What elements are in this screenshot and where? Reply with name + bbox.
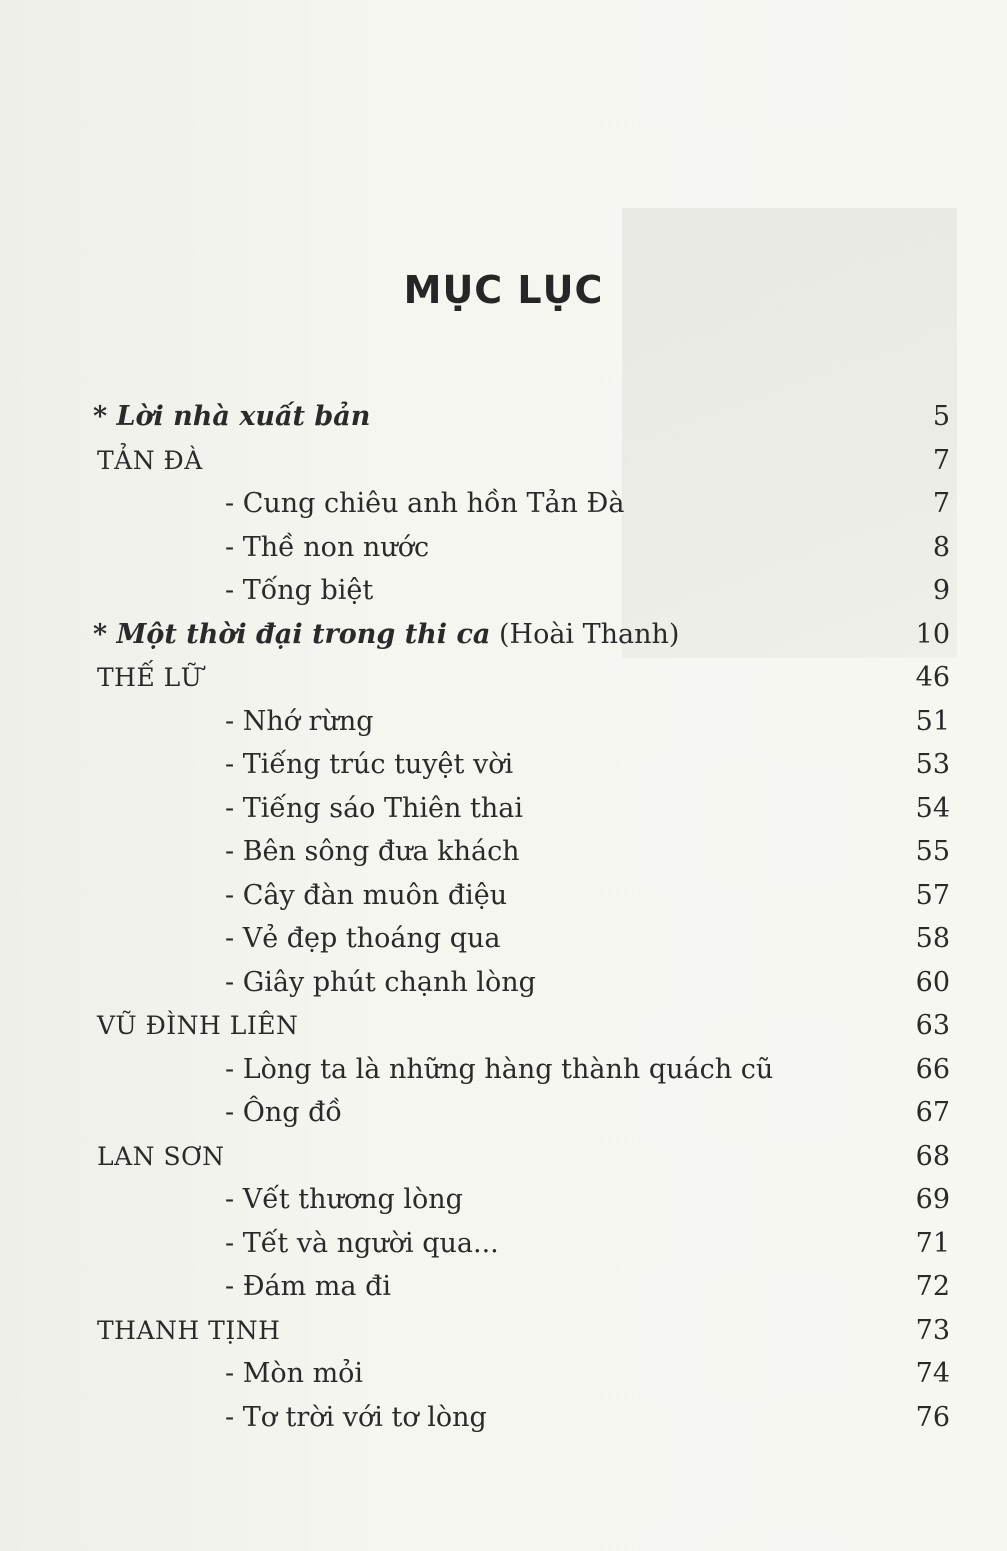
toc-entry-label: - Đám ma đi bbox=[225, 1271, 391, 1302]
toc-entry-page-number: 66 bbox=[915, 1053, 950, 1085]
toc-entry-page-number: 10 bbox=[915, 618, 950, 650]
toc-entry bbox=[0, 658, 1007, 698]
toc-entry-label: - Vết thương lòng bbox=[225, 1184, 463, 1215]
toc-entry-page-number: 63 bbox=[915, 1010, 950, 1041]
toc-entry-page-number: 69 bbox=[915, 1184, 950, 1215]
toc-entry bbox=[0, 441, 1007, 481]
toc-entry-page-number: 58 bbox=[915, 923, 950, 954]
toc-entry-page-number: 71 bbox=[915, 1227, 950, 1259]
toc-entry bbox=[0, 484, 1007, 524]
toc-entry-page-number: 9 bbox=[932, 575, 950, 606]
toc-entry-label: - Bên sông đưa khách bbox=[225, 836, 520, 867]
toc-entry bbox=[0, 963, 1007, 1003]
toc-entry-label: - Lòng ta là những hàng thành quách cũ bbox=[225, 1053, 774, 1085]
toc-entry-label: - Tiếng trúc tuyệt vời bbox=[225, 749, 514, 780]
toc-entry-label: - Cây đàn muôn điệu bbox=[225, 879, 508, 911]
toc-entry-label: - Mòn mỏi bbox=[225, 1358, 364, 1389]
toc-entry bbox=[0, 789, 1007, 829]
toc-entry bbox=[0, 1137, 1007, 1177]
toc-entry-label: - Tơ trời với tơ lòng bbox=[225, 1401, 487, 1433]
toc-entry bbox=[0, 1398, 1007, 1438]
toc-entry-label: THẾ LỮ bbox=[97, 663, 203, 692]
toc-entry-label: THANH TỊNH bbox=[97, 1315, 281, 1345]
toc-entry bbox=[0, 1180, 1007, 1220]
toc-entry-page-number: 5 bbox=[932, 401, 950, 432]
toc-entry-label: - Ông đồ bbox=[225, 1097, 342, 1128]
toc-entry-label: LAN SƠN bbox=[97, 1141, 225, 1171]
toc-entry-title-emphasis: * Một thời đại trong thi ca bbox=[93, 618, 491, 650]
toc-entry-page-number: 51 bbox=[915, 705, 950, 737]
toc-entry-label: - Thề non nước bbox=[225, 531, 430, 563]
toc-entry-label: - Tết và người qua... bbox=[225, 1227, 499, 1259]
toc-entry-label: TẢN ĐÀ bbox=[97, 445, 203, 475]
toc-entry-page-number: 74 bbox=[915, 1358, 950, 1389]
toc-entry bbox=[0, 1224, 1007, 1264]
toc-entry-label: - Tiếng sáo Thiên thai bbox=[225, 792, 523, 824]
toc-entry bbox=[0, 528, 1007, 568]
toc-entry-page-number: 7 bbox=[932, 488, 950, 519]
page-title: MỤC LỤC bbox=[403, 268, 604, 312]
toc-entry-label: VŨ ĐÌNH LIÊN bbox=[97, 1011, 299, 1040]
toc-entry bbox=[0, 1093, 1007, 1133]
toc-entry-page-number: 73 bbox=[915, 1314, 950, 1346]
toc-entry-label: - Vẻ đẹp thoáng qua bbox=[225, 923, 501, 954]
toc-entry bbox=[0, 1267, 1007, 1307]
toc-entry-label bbox=[93, 615, 679, 655]
toc-entry bbox=[0, 702, 1007, 742]
toc-entry-label: - Cung chiêu anh hồn Tản Đà bbox=[225, 488, 625, 519]
toc-entry bbox=[0, 919, 1007, 959]
toc-entry bbox=[0, 876, 1007, 916]
toc-entry-page-number: 7 bbox=[932, 444, 950, 476]
toc-entry-title-emphasis: * Lời nhà xuất bản bbox=[93, 401, 371, 432]
toc-entry bbox=[0, 615, 1007, 655]
toc-entry bbox=[0, 1354, 1007, 1394]
toc-entry-page-number: 46 bbox=[915, 662, 950, 693]
toc-entry-label bbox=[93, 397, 370, 437]
toc-entry-page-number: 55 bbox=[915, 836, 950, 867]
toc-entry-page-number: 57 bbox=[915, 879, 950, 911]
toc-entry-page-number: 54 bbox=[915, 792, 950, 824]
toc-entry bbox=[0, 1311, 1007, 1351]
toc-entry-page-number: 72 bbox=[915, 1271, 950, 1302]
toc-entry-author: (Hoài Thanh) bbox=[490, 618, 680, 650]
toc-entry bbox=[0, 397, 1007, 437]
toc-entry-page-number: 76 bbox=[915, 1401, 950, 1433]
toc-entry bbox=[0, 745, 1007, 785]
toc-entry bbox=[0, 1006, 1007, 1046]
toc-entry-label: - Tống biệt bbox=[225, 575, 374, 606]
toc-entry bbox=[0, 832, 1007, 872]
toc-entry-page-number: 60 bbox=[915, 966, 950, 998]
toc-entry-label: - Nhớ rừng bbox=[225, 705, 374, 737]
toc-entry bbox=[0, 1050, 1007, 1090]
toc-entry-page-number: 67 bbox=[915, 1097, 950, 1128]
toc-entry-page-number: 68 bbox=[915, 1140, 950, 1172]
toc-entry bbox=[0, 571, 1007, 611]
toc-entry-page-number: 8 bbox=[932, 531, 950, 563]
toc-entry-page-number: 53 bbox=[915, 749, 950, 780]
toc-entry-label: - Giây phút chạnh lòng bbox=[225, 966, 536, 998]
